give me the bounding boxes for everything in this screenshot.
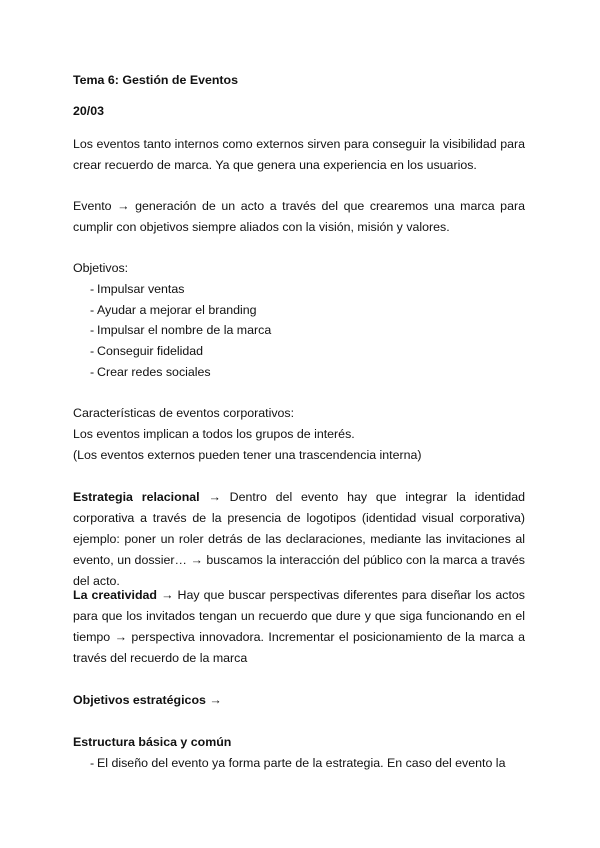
- objetivos-estrategicos-term: Objetivos estratégicos: [73, 693, 206, 707]
- intro-paragraph: Los eventos tanto internos como externos sirven para conseguir la visibilidad para crear recuerdo de marca. Ya que genera una experiencia en los usuarios.: [73, 137, 525, 172]
- list-item: - Crear redes sociales: [73, 362, 525, 383]
- list-item: - Impulsar el nombre de la marca: [73, 320, 525, 341]
- list-item: - Conseguir fidelidad: [73, 341, 525, 362]
- caracteristicas-heading: Características de eventos corporativos:: [73, 406, 295, 420]
- caracteristicas-note: (Los eventos externos pueden tener una trascendencia interna): [73, 448, 422, 462]
- document-title: Tema 6: Gestión de Eventos: [73, 73, 239, 87]
- creatividad-paragraph: [73, 585, 525, 669]
- estrategia-relacional-term: Estrategia relacional: [73, 490, 200, 504]
- list-item: - Ayudar a mejorar el branding: [73, 300, 525, 321]
- evento-definition-paragraph: Evento → generación de un acto a través del que crearemos una marca para cumplir con objetivos siempre aliados con la visión, misión y valores.: [73, 199, 525, 234]
- list-item: - Impulsar ventas: [73, 279, 525, 300]
- estructura-heading: Estructura básica y común: [73, 735, 232, 749]
- objetivos-estrategicos-arrow: →: [205, 693, 222, 707]
- estrategia-relacional-paragraph: [73, 487, 525, 592]
- objetivos-estrategicos-heading: [73, 690, 525, 711]
- creatividad-term: La creatividad: [73, 588, 157, 602]
- caracteristicas-line: Los eventos implican a todos los grupos de interés.: [73, 427, 355, 441]
- estructura-list: [73, 753, 525, 774]
- objetivos-list: [73, 279, 525, 383]
- creatividad-text: → Hay que buscar perspectivas diferentes para diseñar los actos para que los invitados tengan un recuerdo que dure y que siga funcionando en el tiempo → perspectiva innovadora. Incrementar el posicionamiento de la marca a través del recuerdo de la marca: [73, 588, 525, 665]
- date-heading: 20/03: [73, 104, 105, 118]
- objetivos-heading: Objetivos:: [73, 261, 129, 275]
- estrategia-relacional-text: → Dentro del evento hay que integrar la identidad corporativa a través de la presencia de logotipos (identidad visual corporativa) ejemplo: poner un roler detrás de las declaraciones, mediante las invitaciones al evento, un dossier… → buscamos la interacción del público con la marca a través del acto.: [73, 490, 525, 588]
- caracteristicas-block: [73, 403, 525, 466]
- list-item: - El diseño del evento ya forma parte de la estrategia. En caso del evento la: [73, 753, 525, 774]
